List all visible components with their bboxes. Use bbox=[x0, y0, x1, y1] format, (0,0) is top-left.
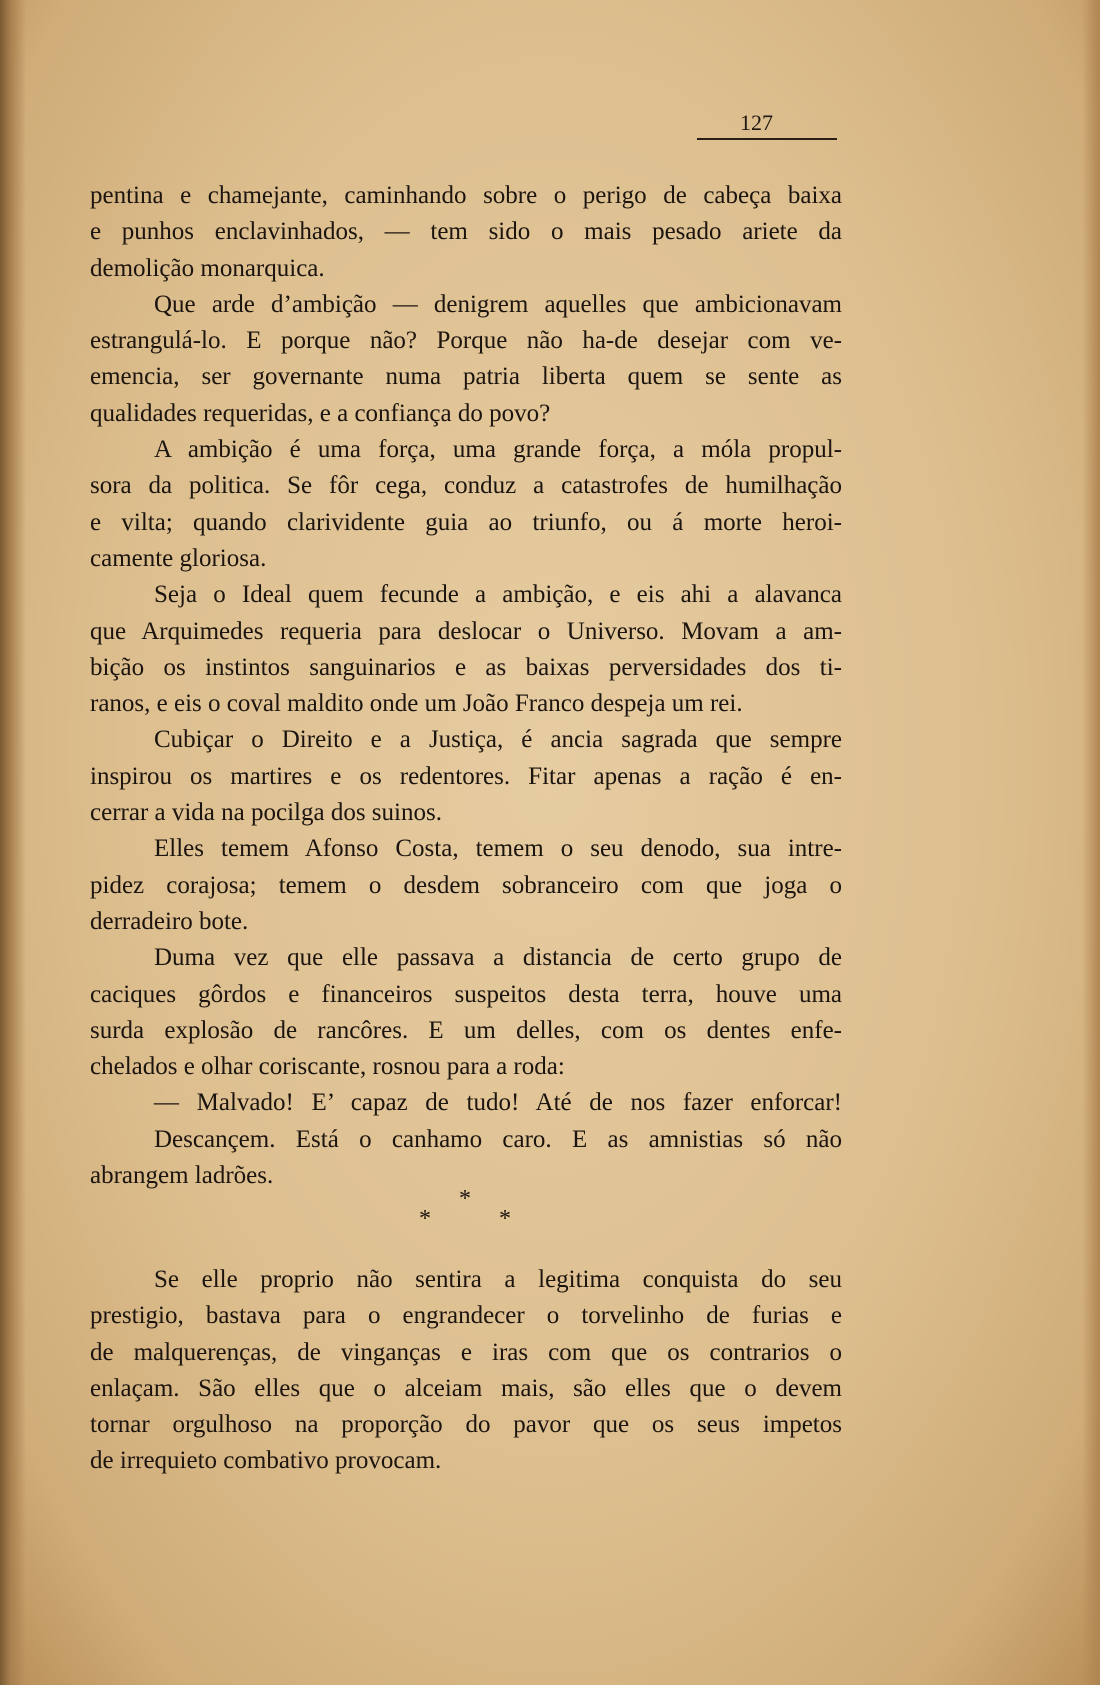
text-line: Que arde d’ambição — denigrem aquelles que ambicionavam bbox=[154, 290, 842, 318]
body-text-final bbox=[90, 1262, 842, 1480]
asterism-star-top: * bbox=[459, 1186, 471, 1212]
text-line: inspirou os martires e os redentores. Fitar apenas a ração é en- bbox=[90, 762, 842, 790]
text-line: — Malvado! E’ capaz de tudo! Até de nos fazer enforcar! bbox=[154, 1089, 842, 1117]
text-line: demolição monarquica. bbox=[90, 254, 325, 282]
text-line: Descançem. Está o canhamo caro. E as amnistias só não bbox=[154, 1125, 842, 1153]
text-line: prestigio, bastava para o engrandecer o torvelinho de furias e bbox=[90, 1302, 842, 1330]
header-rule bbox=[697, 138, 837, 140]
text-line: A ambição é uma força, uma grande força, a móla propul- bbox=[154, 436, 842, 464]
text-line: de irrequieto combativo provocam. bbox=[90, 1447, 442, 1475]
asterism-star-right: * bbox=[499, 1206, 511, 1232]
text-line: tornar orgulhoso na proporção do pavor que os seus impetos bbox=[90, 1411, 842, 1439]
text-line: Elles temem Afonso Costa, temem o seu denodo, sua intre- bbox=[154, 835, 842, 863]
text-line: cerrar a vida na pocilga dos suinos. bbox=[90, 799, 442, 827]
text-line: que Arquimedes requeria para deslocar o Universo. Movam a am- bbox=[90, 617, 842, 645]
asterism-star-left: * bbox=[419, 1206, 431, 1232]
text-line: Cubiçar o Direito e a Justiça, é ancia sagrada que sempre bbox=[154, 726, 842, 754]
text-line: pidez corajosa; temem o desdem sobranceiro com que joga o bbox=[90, 871, 842, 899]
text-line: Se elle proprio não sentira a legitima conquista do seu bbox=[154, 1266, 842, 1293]
text-line: derradeiro bote. bbox=[90, 907, 249, 935]
text-line: de malquerenças, de vinganças e iras com que os contrarios o bbox=[90, 1338, 842, 1366]
text-line: qualidades requeridas, e a confiança do povo? bbox=[90, 399, 551, 427]
page-number: 127 bbox=[740, 110, 773, 135]
text-line: chelados e olhar coriscante, rosnou para a roda: bbox=[90, 1053, 565, 1081]
text-line: sora da politica. Se fôr cega, conduz a catastrofes de humilhação bbox=[90, 472, 842, 500]
text-line: e punhos enclavinhados, — tem sido o mais pesado ariete da bbox=[90, 218, 842, 246]
text-line: camente gloriosa. bbox=[90, 544, 267, 572]
text-line: surda explosão de rancôres. E um delles, com os dentes enfe- bbox=[90, 1016, 842, 1044]
text-line: emencia, ser governante numa patria liberta quem se sente as bbox=[90, 363, 842, 391]
text-line: estrangulá-lo. E porque não? Porque não ha-de desejar com ve- bbox=[90, 327, 842, 355]
text-line: enlaçam. São elles que o alceiam mais, são elles que o devem bbox=[90, 1374, 842, 1402]
text-line: e vilta; quando clarividente guia ao triunfo, ou á morte heroi- bbox=[90, 508, 842, 536]
body-text-main bbox=[90, 178, 842, 1194]
text-line: caciques gôrdos e financeiros suspeitos desta terra, houve uma bbox=[90, 980, 842, 1008]
text-line: bição os instintos sanguinarios e as baixas perversidades dos ti- bbox=[90, 653, 842, 681]
text-line: Duma vez que elle passava a distancia de certo grupo de bbox=[154, 944, 842, 972]
text-line: ranos, e eis o coval maldito onde um João Franco despeja um rei. bbox=[90, 690, 743, 718]
text-line: abrangem ladrões. bbox=[90, 1162, 274, 1190]
text-line: Seja o Ideal quem fecunde a ambição, e eis ahi a alavanca bbox=[154, 581, 842, 609]
text-line: pentina e chamejante, caminhando sobre o perigo de cabeça baixa bbox=[90, 182, 842, 209]
